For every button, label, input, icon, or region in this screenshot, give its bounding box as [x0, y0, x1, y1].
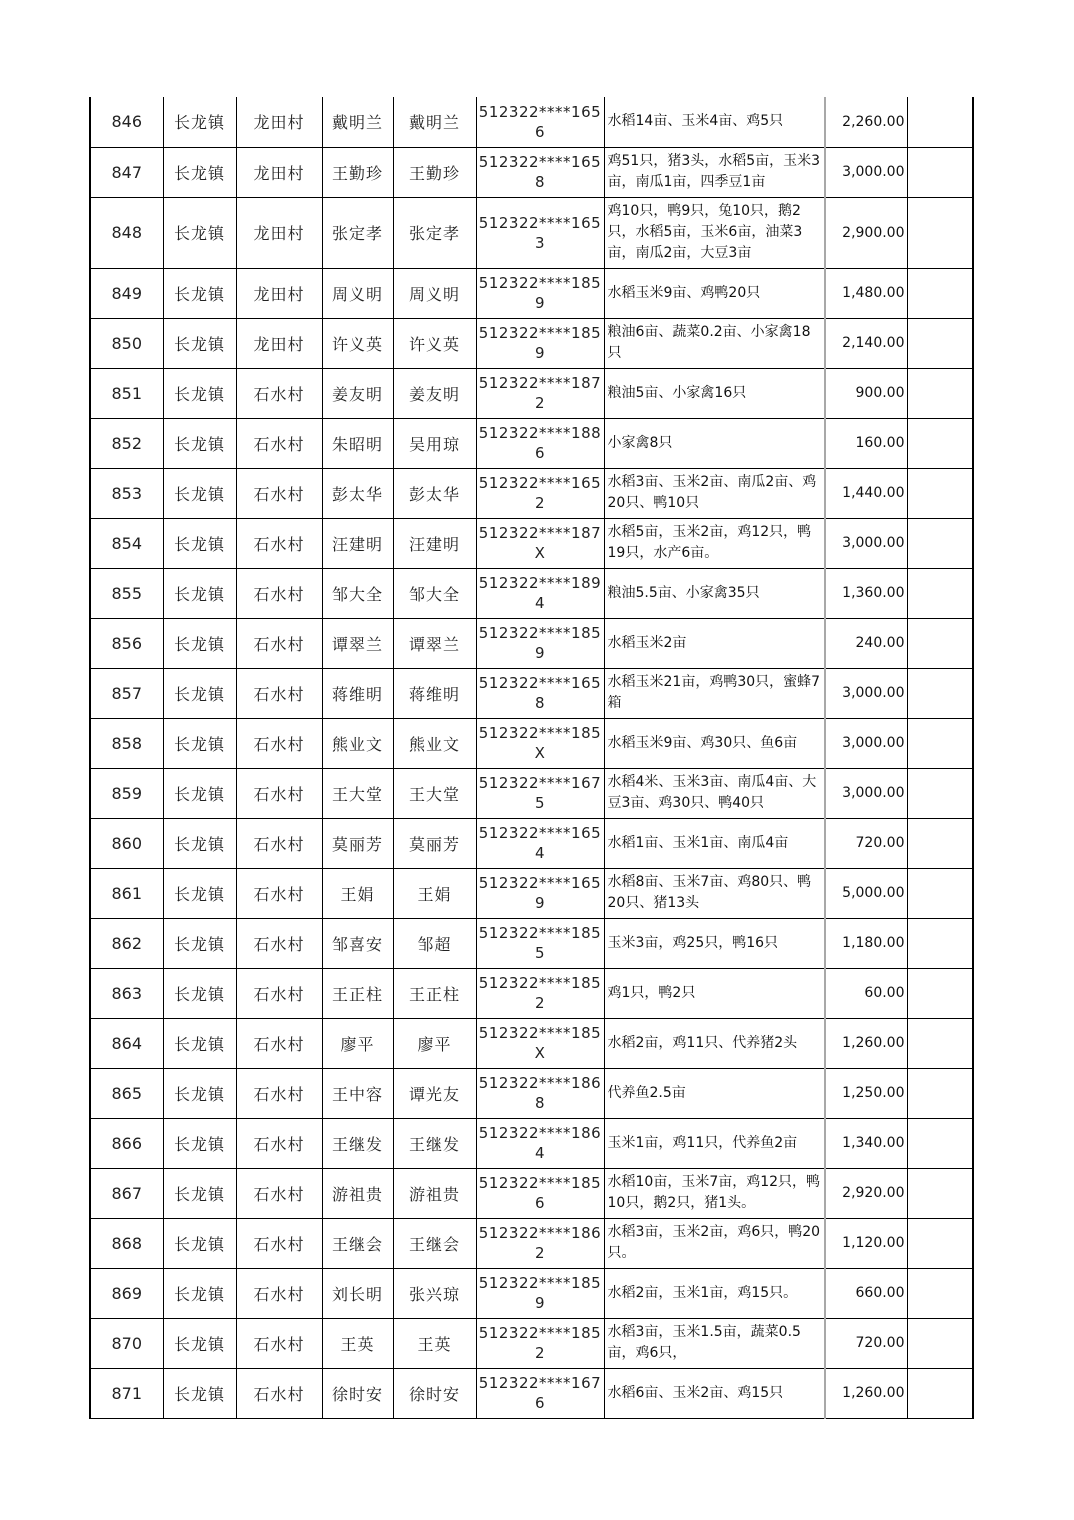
empty-cell — [907, 197, 973, 268]
description-cell: 水稻14亩、玉米4亩、鸡5只 — [604, 97, 825, 147]
town-cell: 长龙镇 — [163, 318, 236, 368]
name-cell: 王继会 — [322, 1218, 393, 1268]
id-number-cell: 512322****185X — [476, 1018, 604, 1068]
recipient-name-cell: 徐时安 — [393, 1368, 476, 1418]
name-cell: 王正柱 — [322, 968, 393, 1018]
recipient-name-cell: 张定孝 — [393, 197, 476, 268]
description-cell: 水稻1亩、玉米1亩、南瓜4亩 — [604, 818, 825, 868]
description-cell: 粮油6亩、蔬菜0.2亩、小家禽18只 — [604, 318, 825, 368]
description-cell: 水稻玉米2亩 — [604, 618, 825, 668]
amount-cell: 3,000.00 — [825, 668, 907, 718]
description-cell: 小家禽8只 — [604, 418, 825, 468]
village-cell: 龙田村 — [236, 147, 322, 197]
id-number-cell: 512322****1886 — [476, 418, 604, 468]
name-cell: 戴明兰 — [322, 97, 393, 147]
recipient-name-cell: 熊业文 — [393, 718, 476, 768]
recipient-name-cell: 王继发 — [393, 1118, 476, 1168]
recipient-name-cell: 王英 — [393, 1318, 476, 1368]
id-number-cell: 512322****1656 — [476, 97, 604, 147]
village-cell: 石水村 — [236, 518, 322, 568]
town-cell: 长龙镇 — [163, 1318, 236, 1368]
village-cell: 石水村 — [236, 568, 322, 618]
description-cell: 水稻4米、玉米3亩、南瓜4亩、大豆3亩、鸡30只、鸭40只 — [604, 768, 825, 818]
description-cell: 水稻6亩、玉米2亩、鸡15只 — [604, 1368, 825, 1418]
table-row — [90, 718, 973, 768]
id-number-cell: 512322****1862 — [476, 1218, 604, 1268]
table-row — [90, 868, 973, 918]
empty-cell — [907, 1218, 973, 1268]
amount-cell: 160.00 — [825, 418, 907, 468]
id-number-cell: 512322****1676 — [476, 1368, 604, 1418]
name-cell: 邹大全 — [322, 568, 393, 618]
empty-cell — [907, 1268, 973, 1318]
amount-cell: 720.00 — [825, 818, 907, 868]
name-cell: 王娟 — [322, 868, 393, 918]
table-row — [90, 97, 973, 147]
description-cell: 水稻3亩、玉米2亩、南瓜2亩、鸡20只、鸭10只 — [604, 468, 825, 518]
name-cell: 谭翠兰 — [322, 618, 393, 668]
table-row — [90, 768, 973, 818]
amount-cell: 3,000.00 — [825, 768, 907, 818]
name-cell: 徐时安 — [322, 1368, 393, 1418]
description-cell: 水稻2亩，鸡11只、代养猪2头 — [604, 1018, 825, 1068]
name-cell: 邹喜安 — [322, 918, 393, 968]
amount-cell: 1,360.00 — [825, 568, 907, 618]
town-cell: 长龙镇 — [163, 1368, 236, 1418]
village-cell: 石水村 — [236, 1218, 322, 1268]
id-number-cell: 512322****1864 — [476, 1118, 604, 1168]
village-cell: 石水村 — [236, 768, 322, 818]
table-row — [90, 1218, 973, 1268]
amount-cell: 720.00 — [825, 1318, 907, 1368]
town-cell: 长龙镇 — [163, 468, 236, 518]
name-cell: 彭太华 — [322, 468, 393, 518]
town-cell: 长龙镇 — [163, 1168, 236, 1218]
village-cell: 石水村 — [236, 1168, 322, 1218]
empty-cell — [907, 1068, 973, 1118]
empty-cell — [907, 518, 973, 568]
id-number-cell: 512322****1852 — [476, 968, 604, 1018]
amount-cell: 1,480.00 — [825, 268, 907, 318]
amount-cell: 1,180.00 — [825, 918, 907, 968]
table-row — [90, 1068, 973, 1118]
row-number: 864 — [90, 1018, 163, 1068]
row-number: 865 — [90, 1068, 163, 1118]
amount-cell: 2,260.00 — [825, 97, 907, 147]
amount-cell: 2,900.00 — [825, 197, 907, 268]
id-number-cell: 512322****1659 — [476, 868, 604, 918]
town-cell: 长龙镇 — [163, 1118, 236, 1168]
town-cell: 长龙镇 — [163, 918, 236, 968]
table-row — [90, 1118, 973, 1168]
row-number: 866 — [90, 1118, 163, 1168]
table-row — [90, 518, 973, 568]
name-cell: 朱昭明 — [322, 418, 393, 468]
empty-cell — [907, 718, 973, 768]
description-cell: 水稻玉米21亩，鸡鸭30只，蜜蜂7箱 — [604, 668, 825, 718]
row-number: 868 — [90, 1218, 163, 1268]
description-cell: 代养鱼2.5亩 — [604, 1068, 825, 1118]
empty-cell — [907, 418, 973, 468]
id-number-cell: 512322****187X — [476, 518, 604, 568]
recipient-name-cell: 谭光友 — [393, 1068, 476, 1118]
amount-cell: 3,000.00 — [825, 718, 907, 768]
town-cell: 长龙镇 — [163, 568, 236, 618]
town-cell: 长龙镇 — [163, 618, 236, 668]
name-cell: 汪建明 — [322, 518, 393, 568]
amount-cell: 3,000.00 — [825, 147, 907, 197]
table-row — [90, 1368, 973, 1418]
id-number-cell: 512322****1859 — [476, 1268, 604, 1318]
id-number-cell: 512322****1852 — [476, 1318, 604, 1368]
name-cell: 游祖贵 — [322, 1168, 393, 1218]
empty-cell — [907, 618, 973, 668]
name-cell: 王英 — [322, 1318, 393, 1368]
table-row — [90, 1168, 973, 1218]
name-cell: 张定孝 — [322, 197, 393, 268]
village-cell: 石水村 — [236, 1068, 322, 1118]
empty-cell — [907, 968, 973, 1018]
town-cell: 长龙镇 — [163, 718, 236, 768]
row-number: 871 — [90, 1368, 163, 1418]
name-cell: 廖平 — [322, 1018, 393, 1068]
amount-cell: 240.00 — [825, 618, 907, 668]
village-cell: 龙田村 — [236, 197, 322, 268]
table-row — [90, 968, 973, 1018]
town-cell: 长龙镇 — [163, 1018, 236, 1068]
empty-cell — [907, 1318, 973, 1368]
amount-cell: 1,340.00 — [825, 1118, 907, 1168]
village-cell: 石水村 — [236, 468, 322, 518]
empty-cell — [907, 918, 973, 968]
row-number: 869 — [90, 1268, 163, 1318]
recipient-name-cell: 廖平 — [393, 1018, 476, 1068]
town-cell: 长龙镇 — [163, 968, 236, 1018]
row-number: 862 — [90, 918, 163, 968]
description-cell: 水稻3亩，玉米2亩，鸡6只，鸭20只。 — [604, 1218, 825, 1268]
empty-cell — [907, 1368, 973, 1418]
id-number-cell: 512322****1855 — [476, 918, 604, 968]
village-cell: 石水村 — [236, 1368, 322, 1418]
empty-cell — [907, 768, 973, 818]
recipient-name-cell: 王勤珍 — [393, 147, 476, 197]
amount-cell: 3,000.00 — [825, 518, 907, 568]
id-number-cell: 512322****185X — [476, 718, 604, 768]
table-row — [90, 568, 973, 618]
empty-cell — [907, 368, 973, 418]
id-number-cell: 512322****1653 — [476, 197, 604, 268]
row-number: 870 — [90, 1318, 163, 1368]
recipient-name-cell: 戴明兰 — [393, 97, 476, 147]
subsidy-table — [89, 97, 974, 1419]
village-cell: 石水村 — [236, 1268, 322, 1318]
recipient-name-cell: 彭太华 — [393, 468, 476, 518]
recipient-name-cell: 莫丽芳 — [393, 818, 476, 868]
village-cell: 石水村 — [236, 1118, 322, 1168]
village-cell: 龙田村 — [236, 268, 322, 318]
id-number-cell: 512322****1675 — [476, 768, 604, 818]
town-cell: 长龙镇 — [163, 97, 236, 147]
name-cell: 王中容 — [322, 1068, 393, 1118]
town-cell: 长龙镇 — [163, 1268, 236, 1318]
description-cell: 玉米3亩，鸡25只，鸭16只 — [604, 918, 825, 968]
row-number: 867 — [90, 1168, 163, 1218]
id-number-cell: 512322****1872 — [476, 368, 604, 418]
empty-cell — [907, 868, 973, 918]
name-cell: 蒋维明 — [322, 668, 393, 718]
amount-cell: 900.00 — [825, 368, 907, 418]
id-number-cell: 512322****1658 — [476, 147, 604, 197]
row-number: 847 — [90, 147, 163, 197]
amount-cell: 2,920.00 — [825, 1168, 907, 1218]
name-cell: 许义英 — [322, 318, 393, 368]
table-row — [90, 918, 973, 968]
name-cell: 王大堂 — [322, 768, 393, 818]
town-cell: 长龙镇 — [163, 1068, 236, 1118]
empty-cell — [907, 147, 973, 197]
id-number-cell: 512322****1859 — [476, 618, 604, 668]
amount-cell: 1,260.00 — [825, 1018, 907, 1068]
id-number-cell: 512322****1868 — [476, 1068, 604, 1118]
empty-cell — [907, 668, 973, 718]
village-cell: 石水村 — [236, 918, 322, 968]
empty-cell — [907, 1018, 973, 1068]
amount-cell: 1,120.00 — [825, 1218, 907, 1268]
id-number-cell: 512322****1654 — [476, 818, 604, 868]
id-number-cell: 512322****1894 — [476, 568, 604, 618]
town-cell: 长龙镇 — [163, 768, 236, 818]
recipient-name-cell: 吴用琼 — [393, 418, 476, 468]
amount-cell: 5,000.00 — [825, 868, 907, 918]
empty-cell — [907, 1168, 973, 1218]
table-row — [90, 668, 973, 718]
table-body — [90, 97, 973, 1418]
village-cell: 石水村 — [236, 668, 322, 718]
village-cell: 石水村 — [236, 818, 322, 868]
id-number-cell: 512322****1658 — [476, 668, 604, 718]
row-number: 846 — [90, 97, 163, 147]
row-number: 860 — [90, 818, 163, 868]
village-cell: 石水村 — [236, 1018, 322, 1068]
recipient-name-cell: 邹大全 — [393, 568, 476, 618]
table-row — [90, 468, 973, 518]
town-cell: 长龙镇 — [163, 818, 236, 868]
id-number-cell: 512322****1859 — [476, 268, 604, 318]
amount-cell: 60.00 — [825, 968, 907, 1018]
recipient-name-cell: 许义英 — [393, 318, 476, 368]
empty-cell — [907, 1118, 973, 1168]
row-number: 852 — [90, 418, 163, 468]
amount-cell: 660.00 — [825, 1268, 907, 1318]
table-row — [90, 1018, 973, 1068]
row-number: 855 — [90, 568, 163, 618]
row-number: 849 — [90, 268, 163, 318]
town-cell: 长龙镇 — [163, 197, 236, 268]
empty-cell — [907, 568, 973, 618]
description-cell: 水稻3亩，玉米1.5亩，蔬菜0.5亩，鸡6只， — [604, 1318, 825, 1368]
table-row — [90, 818, 973, 868]
id-number-cell: 512322****1859 — [476, 318, 604, 368]
village-cell: 石水村 — [236, 368, 322, 418]
description-cell: 水稻8亩、玉米7亩、鸡80只、鸭20只、猪13头 — [604, 868, 825, 918]
name-cell: 周义明 — [322, 268, 393, 318]
description-cell: 水稻玉米9亩、鸡30只、鱼6亩 — [604, 718, 825, 768]
village-cell: 石水村 — [236, 418, 322, 468]
name-cell: 熊业文 — [322, 718, 393, 768]
recipient-name-cell: 王正柱 — [393, 968, 476, 1018]
row-number: 859 — [90, 768, 163, 818]
description-cell: 鸡51只，猪3头，水稻5亩，玉米3亩，南瓜1亩，四季豆1亩 — [604, 147, 825, 197]
row-number: 851 — [90, 368, 163, 418]
recipient-name-cell: 邹超 — [393, 918, 476, 968]
table-row — [90, 1268, 973, 1318]
row-number: 848 — [90, 197, 163, 268]
recipient-name-cell: 汪建明 — [393, 518, 476, 568]
description-cell: 水稻2亩，玉米1亩，鸡15只。 — [604, 1268, 825, 1318]
town-cell: 长龙镇 — [163, 147, 236, 197]
town-cell: 长龙镇 — [163, 668, 236, 718]
id-number-cell: 512322****1856 — [476, 1168, 604, 1218]
table-row — [90, 318, 973, 368]
empty-cell — [907, 818, 973, 868]
town-cell: 长龙镇 — [163, 1218, 236, 1268]
description-cell: 玉米1亩，鸡11只，代养鱼2亩 — [604, 1118, 825, 1168]
town-cell: 长龙镇 — [163, 368, 236, 418]
empty-cell — [907, 468, 973, 518]
amount-cell: 2,140.00 — [825, 318, 907, 368]
row-number: 850 — [90, 318, 163, 368]
table-row — [90, 147, 973, 197]
village-cell: 石水村 — [236, 618, 322, 668]
village-cell: 石水村 — [236, 1318, 322, 1368]
recipient-name-cell: 蒋维明 — [393, 668, 476, 718]
village-cell: 石水村 — [236, 718, 322, 768]
row-number: 863 — [90, 968, 163, 1018]
empty-cell — [907, 97, 973, 147]
table-row — [90, 197, 973, 268]
table-row — [90, 368, 973, 418]
recipient-name-cell: 姜友明 — [393, 368, 476, 418]
town-cell: 长龙镇 — [163, 868, 236, 918]
description-cell: 水稻5亩，玉米2亩，鸡12只，鸭19只，水产6亩。 — [604, 518, 825, 568]
table-row — [90, 618, 973, 668]
description-cell: 水稻玉米9亩、鸡鸭20只 — [604, 268, 825, 318]
row-number: 854 — [90, 518, 163, 568]
row-number: 861 — [90, 868, 163, 918]
town-cell: 长龙镇 — [163, 418, 236, 468]
village-cell: 龙田村 — [236, 318, 322, 368]
description-cell: 粮油5亩、小家禽16只 — [604, 368, 825, 418]
amount-cell: 1,440.00 — [825, 468, 907, 518]
table-row — [90, 1318, 973, 1368]
description-cell: 水稻10亩，玉米7亩，鸡12只，鸭10只，鹅2只，猪1头。 — [604, 1168, 825, 1218]
row-number: 853 — [90, 468, 163, 518]
id-number-cell: 512322****1652 — [476, 468, 604, 518]
description-cell: 鸡1只，鸭2只 — [604, 968, 825, 1018]
recipient-name-cell: 张兴琼 — [393, 1268, 476, 1318]
village-cell: 石水村 — [236, 968, 322, 1018]
amount-cell: 1,250.00 — [825, 1068, 907, 1118]
recipient-name-cell: 王大堂 — [393, 768, 476, 818]
name-cell: 姜友明 — [322, 368, 393, 418]
name-cell: 刘长明 — [322, 1268, 393, 1318]
row-number: 856 — [90, 618, 163, 668]
recipient-name-cell: 王继会 — [393, 1218, 476, 1268]
name-cell: 王继发 — [322, 1118, 393, 1168]
recipient-name-cell: 谭翠兰 — [393, 618, 476, 668]
row-number: 858 — [90, 718, 163, 768]
town-cell: 长龙镇 — [163, 268, 236, 318]
town-cell: 长龙镇 — [163, 518, 236, 568]
table-row — [90, 418, 973, 468]
description-cell: 粮油5.5亩、小家禽35只 — [604, 568, 825, 618]
name-cell: 王勤珍 — [322, 147, 393, 197]
row-number: 857 — [90, 668, 163, 718]
name-cell: 莫丽芳 — [322, 818, 393, 868]
village-cell: 龙田村 — [236, 97, 322, 147]
table-row — [90, 268, 973, 318]
recipient-name-cell: 周义明 — [393, 268, 476, 318]
empty-cell — [907, 268, 973, 318]
village-cell: 石水村 — [236, 868, 322, 918]
description-cell: 鸡10只，鸭9只，兔10只，鹅2只，水稻5亩，玉米6亩，油菜3亩，南瓜2亩，大豆3亩 — [604, 197, 825, 268]
amount-cell: 1,260.00 — [825, 1368, 907, 1418]
recipient-name-cell: 王娟 — [393, 868, 476, 918]
empty-cell — [907, 318, 973, 368]
recipient-name-cell: 游祖贵 — [393, 1168, 476, 1218]
